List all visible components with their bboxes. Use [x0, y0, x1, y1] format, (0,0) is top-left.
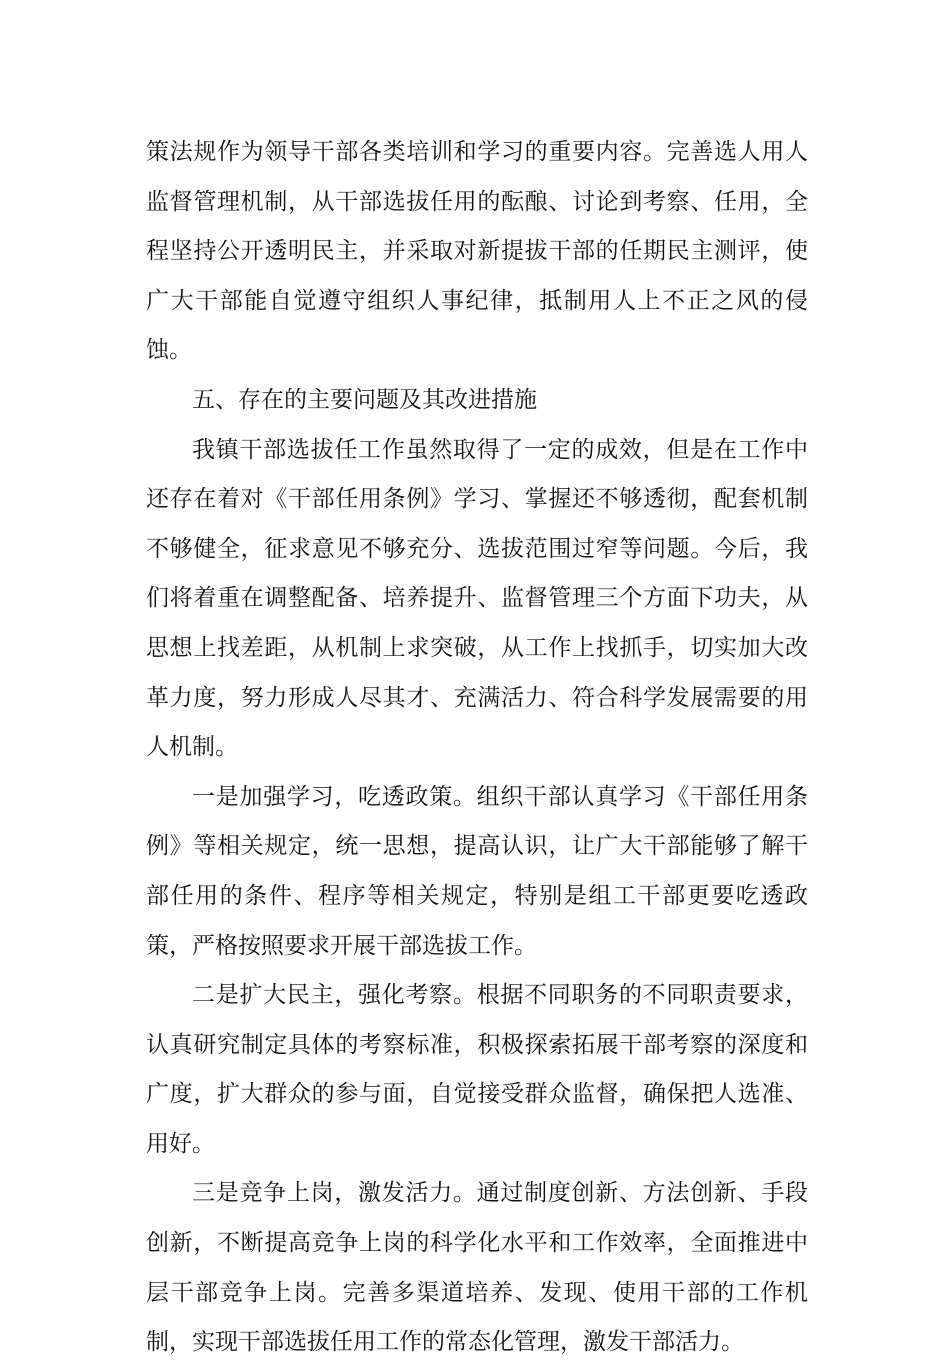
document-body [146, 128, 808, 1368]
paragraph-continuation: 策法规作为领导干部各类培训和学习的重要内容。完善选人用人监督管理机制，从干部选拔任用的酝酿、讨论到考察、任用，全程坚持公开透明民主，并采取对新提拔干部的任期民主测评，使广大干部能自觉遵守组织人事纪律，抵制用人上不正之风的侵蚀。 [146, 139, 808, 364]
section-heading: 五、存在的主要问题及其改进措施 [192, 386, 537, 413]
paragraph-measure-3: 三是竞争上岗，激发活力。通过制度创新、方法创新、手段创新，不断提高竞争上岗的科学化水平和工作效率，全面推进中层干部竞争上岗。完善多渠道培养、发现、使用干部的工作机制，实现干部选拔任用工作的常态化管理，激发干部活力。 [146, 1180, 808, 1356]
paragraph-measure-1: 一是加强学习，吃透政策。组织干部认真学习《干部任用条例》等相关规定，统一思想，提高认识，让广大干部能够了解干部任用的条件、程序等相关规定，特别是组工干部更要吃透政策，严格按照要求开展干部选拔工作。 [146, 783, 808, 959]
paragraph-measure-2: 二是扩大民主，强化考察。根据不同职务的不同职责要求，认真研究制定具体的考察标准，积极探索拓展干部考察的深度和广度，扩大群众的参与面，自觉接受群众监督，确保把人选准、用好。 [146, 982, 808, 1157]
paragraph-problems: 我镇干部选拔任工作虽然取得了一定的成效，但是在工作中还存在着对《干部任用条例》学习、掌握还不够透彻，配套机制不够健全，征求意见不够充分、选拔范围过窄等问题。今后，我们将着重在调整配备、培养提升、监督管理三个方面下功夫，从思想上找差距，从机制上求突破，从工作上找抓手，切实加大改革力度，努力形成人尽其才、充满活力、符合科学发展需要的用人机制。 [146, 436, 808, 761]
